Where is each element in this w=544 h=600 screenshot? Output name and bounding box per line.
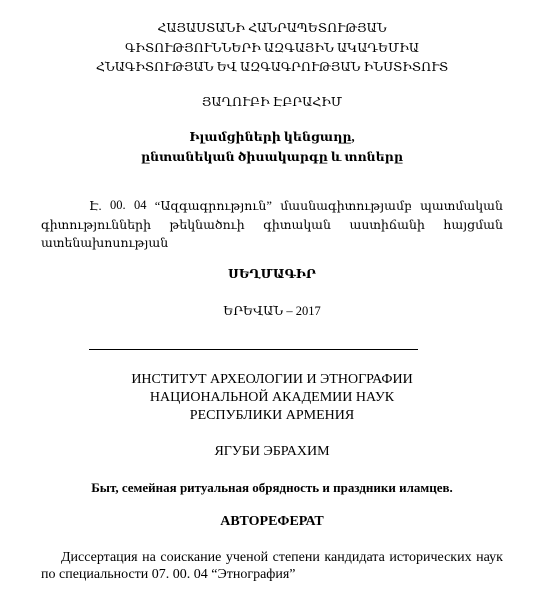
section-divider: [89, 349, 418, 350]
word: на: [142, 550, 156, 565]
armenian-title-line-1: Իլամցիների կենցաղը,: [189, 130, 355, 144]
word: թեկնածուի: [169, 218, 245, 232]
russian-org-line-3: РЕСПУБЛИКИ АРМЕНИЯ: [189, 408, 355, 423]
russian-specialty-line-1: [61, 550, 503, 566]
armenian-org-line-1: ՀԱՅԱՍՏԱՆԻ ՀԱՆՐԱՊԵՏՈՒԹՅԱՆ: [157, 21, 387, 35]
armenian-org-line-3: ՀՆԱԳԻՏՈՒԹՅԱՆ ԵՎ ԱԶԳԱԳՐՈՒԹՅԱՆ ԻՆՍՏԻՏՈՒՏ: [95, 60, 449, 74]
word: кандидата: [324, 550, 385, 565]
armenian-author: ՅԱՂՈՒԲԻ ԷԲՐԱՀԻՄ: [201, 95, 343, 109]
word: ученой: [225, 550, 269, 565]
word: գիտական: [263, 218, 331, 232]
armenian-specialty-line-2: [41, 217, 503, 233]
word: степени: [272, 550, 320, 565]
word: հայցման: [443, 218, 503, 232]
word: Диссертация: [61, 550, 138, 565]
armenian-specialty-line-1: [89, 198, 503, 214]
word: 04: [133, 198, 147, 212]
armenian-org-line-2: ԳԻՏՈՒԹՅՈՒՆՆԵՐԻ ԱԶԳԱՅԻՆ ԱԿԱԴԵՄԻԱ: [124, 41, 420, 55]
word: исторических: [389, 550, 472, 565]
armenian-doc-type: ՍԵՂՄԱԳԻՐ: [228, 267, 316, 281]
armenian-title-line-2: ընտանեկան ծիսակարգը և տոները: [141, 150, 403, 164]
armenian-specialty-line-3: ատենախոսության: [41, 236, 169, 250]
russian-org-line-1: ИНСТИТУТ АРХЕОЛОГИИ И ЭТНОГРАФИИ: [131, 372, 413, 387]
russian-org-line-2: НАЦИОНАЛЬНОЙ АКАДЕМИИ НАУК: [149, 390, 395, 405]
word: Է.: [89, 199, 102, 213]
word: պատմական: [420, 199, 503, 213]
russian-title: Быт, семейная ритуальная обрядность и праздники иламцев.: [91, 480, 453, 495]
word: соискание: [160, 550, 222, 565]
word: 00.: [109, 198, 126, 212]
armenian-city-year: ԵՐԵՎԱՆ – 2017: [223, 304, 321, 318]
russian-author: ЯГУБИ ЭБРАХИМ: [214, 444, 330, 459]
word: մասնագիտությամբ: [280, 199, 412, 213]
word: наук: [476, 550, 503, 565]
russian-doc-type: АВТОРЕФЕРАТ: [220, 514, 324, 529]
word: “Ազգագրություն”: [154, 199, 272, 213]
word: աստիճանի: [349, 218, 425, 232]
word: գիտությունների: [41, 218, 152, 232]
russian-specialty-line-2: по специальности 07. 00. 04 “Этнография”: [41, 567, 296, 582]
